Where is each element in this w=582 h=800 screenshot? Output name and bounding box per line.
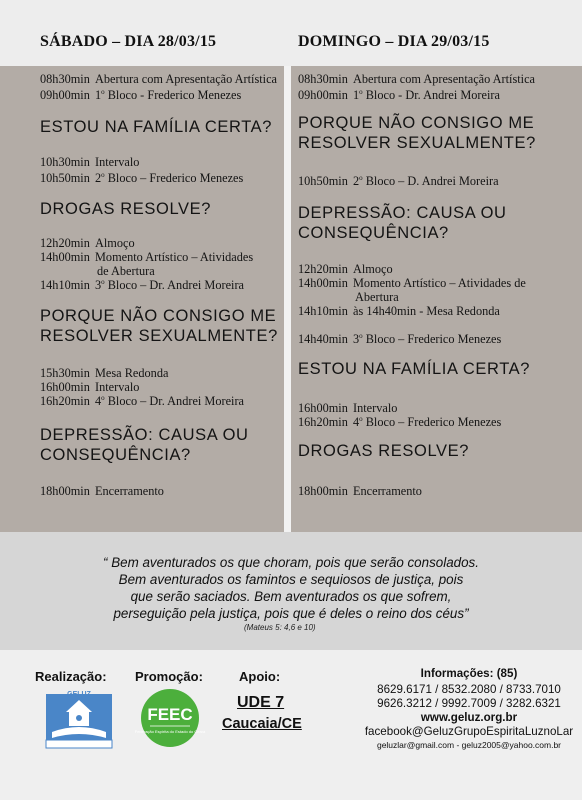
- schedule-time: 10h30min: [40, 155, 90, 169]
- schedule-description: Encerramento: [95, 484, 164, 498]
- schedule-description: Bloco - Dr. Andrei Moreira: [365, 88, 500, 102]
- schedule-item: 14h10min 3$^o$ Bloco – Dr. Andrei Moreira: [40, 278, 244, 292]
- promocao-label: Promoção:: [135, 669, 203, 684]
- schedule-time: 18h00min: [298, 484, 348, 498]
- info-emails[interactable]: geluzlar@gmail.com - geluz2005@yahoo.com.br: [376, 740, 562, 750]
- schedule-time: 14h00min: [40, 250, 90, 264]
- footer: [0, 650, 582, 800]
- info-website[interactable]: www.geluz.org.br: [420, 711, 518, 724]
- schedule-description: Almoço: [353, 262, 393, 276]
- schedule-time: 10h50min: [40, 171, 90, 185]
- sunday-title: DOMINGO – DIA 29/03/15: [298, 33, 490, 50]
- schedule-item: [355, 290, 399, 304]
- schedule-time: 09h00min: [298, 88, 348, 102]
- saturday-title: SÁBADO – DIA 28/03/15: [40, 33, 217, 50]
- schedule-item: [298, 484, 422, 498]
- session-heading: RESOLVER SEXUALMENTE?: [298, 134, 536, 152]
- info-phones-2: 9626.3212 / 9992.7009 / 3282.6321: [377, 697, 561, 710]
- schedule-description: Momento Artístico – Atividades de: [353, 276, 526, 290]
- schedule-time: 15h30min: [40, 366, 90, 380]
- schedule-description: Almoço: [95, 236, 135, 250]
- schedule-description: Mesa Redonda: [95, 366, 169, 380]
- schedule-description: Abertura com Apresentação Artística: [95, 72, 277, 86]
- quote-reference: (Mateus 5: 4,6 e 10): [244, 623, 316, 632]
- schedule-description: Momento Artístico – Atividades: [95, 250, 254, 264]
- schedule-item: 16h20min 4$^o$ Bloco – Frederico Menezes: [298, 415, 502, 429]
- session-heading: DEPRESSÃO: CAUSA OU: [40, 426, 249, 444]
- schedule-time: 16h00min: [40, 380, 90, 394]
- apoio-label: Apoio:: [239, 669, 281, 684]
- session-heading: DROGAS RESOLVE?: [40, 200, 211, 218]
- schedule-item: [40, 155, 139, 169]
- svg-text:GELUZ: GELUZ: [67, 691, 91, 698]
- info-title: Informações: (85): [420, 667, 518, 680]
- schedule-item: [298, 72, 535, 86]
- schedule-item: [40, 236, 135, 250]
- schedule-item: 14h40min 3$^o$ Bloco – Frederico Menezes: [298, 332, 502, 346]
- schedule-description: Bloco – Dr. Andrei Moreira: [107, 394, 244, 408]
- session-heading: PORQUE NÃO CONSIGO ME: [40, 307, 277, 325]
- session-heading: RESOLVER SEXUALMENTE?: [40, 327, 278, 345]
- schedule-item: [298, 276, 526, 290]
- schedule-description: Intervalo: [95, 380, 140, 394]
- schedule-description: Bloco - Frederico Menezes: [107, 88, 242, 102]
- schedule-time: 08h30min: [40, 72, 90, 86]
- realizacao-label: Realização:: [35, 669, 107, 684]
- schedule-item: 09h00min 1$^o$ Bloco - Dr. Andrei Moreira: [298, 88, 500, 102]
- schedule-time: 14h40min: [298, 332, 348, 346]
- schedule-description: de Abertura: [97, 264, 155, 278]
- schedule-time: 16h20min: [298, 415, 348, 429]
- schedule-item: [298, 304, 500, 318]
- schedule-description: Encerramento: [353, 484, 422, 498]
- quote-line: perseguição pela justiça, pois que é deles o reino dos céus”: [113, 606, 469, 621]
- schedule-description: às 14h40min - Mesa Redonda: [353, 304, 500, 318]
- session-heading: CONSEQUÊNCIA?: [298, 224, 449, 242]
- schedule-time: 16h00min: [298, 401, 348, 415]
- schedule-time: 14h10min: [298, 304, 348, 318]
- schedule-item: [298, 262, 393, 276]
- session-heading: DROGAS RESOLVE?: [298, 442, 469, 460]
- schedule-time: 08h30min: [298, 72, 348, 86]
- info-phones-1: 8629.6171 / 8532.2080 / 8733.7010: [377, 683, 561, 696]
- schedule-item: [40, 380, 139, 394]
- schedule-time: 14h00min: [298, 276, 348, 290]
- quote-line: que serão saciados. Bem aventurados os que sofrem,: [130, 589, 452, 604]
- apoio-ude: UDE 7: [237, 694, 285, 711]
- schedule-item: [40, 366, 168, 380]
- session-heading: PORQUE NÃO CONSIGO ME: [298, 114, 535, 132]
- quote-line: Bem aventurados os famintos e sequiosos de justiça, pois: [118, 572, 464, 587]
- quote-band: [0, 532, 582, 650]
- schedule-item: 09h00min 1$^o$ Bloco - Frederico Menezes: [40, 88, 242, 102]
- schedule-time: 14h10min: [40, 278, 90, 292]
- schedule-time: 10h50min: [298, 174, 348, 188]
- schedule-item: 16h20min 4$^o$ Bloco – Dr. Andrei Moreira: [40, 394, 244, 408]
- schedule-time: 16h20min: [40, 394, 90, 408]
- svg-text:Federação Espírita do Estado d: Federação Espírita do Estado do Ceará: [134, 729, 206, 734]
- session-heading: ESTOU NA FAMÍLIA CERTA?: [40, 118, 273, 136]
- svg-text:FEEC: FEEC: [147, 705, 193, 724]
- column-divider: [284, 66, 291, 532]
- session-heading: CONSEQUÊNCIA?: [40, 446, 191, 464]
- schedule-item: 10h50min 2$^o$ Bloco – Frederico Menezes: [40, 171, 244, 185]
- schedule-description: Abertura: [355, 290, 399, 304]
- schedule-description: Intervalo: [353, 401, 398, 415]
- session-heading: DEPRESSÃO: CAUSA OU: [298, 204, 507, 222]
- schedule-item: [40, 484, 164, 498]
- schedule-description: Intervalo: [95, 155, 140, 169]
- geluz-logo: [44, 688, 114, 750]
- info-facebook[interactable]: facebook@GeluzGrupoEspiritaLuznoLar: [364, 725, 574, 738]
- apoio-city: Caucaia/CE: [222, 716, 302, 732]
- schedule-item: [298, 401, 397, 415]
- schedule-description: Bloco – Frederico Menezes: [365, 332, 502, 346]
- schedule-description: Bloco – Frederico Menezes: [365, 415, 502, 429]
- schedule-description: Abertura com Apresentação Artística: [353, 72, 535, 86]
- schedule-time: 12h20min: [40, 236, 90, 250]
- schedule-description: Bloco – D. Andrei Moreira: [365, 174, 499, 188]
- schedule-time: 09h00min: [40, 88, 90, 102]
- schedule-time: 18h00min: [40, 484, 90, 498]
- schedule-description: Bloco – Dr. Andrei Moreira: [107, 278, 244, 292]
- schedule-time: 12h20min: [298, 262, 348, 276]
- schedule-item: [97, 264, 155, 278]
- session-heading: ESTOU NA FAMÍLIA CERTA?: [298, 360, 531, 378]
- schedule-description: Bloco – Frederico Menezes: [107, 171, 244, 185]
- schedule-item: [40, 250, 253, 264]
- schedule-item: 10h50min 2$^o$ Bloco – D. Andrei Moreira: [298, 174, 499, 188]
- schedule-item: [40, 72, 277, 86]
- feec-logo: [134, 688, 206, 750]
- quote-line: “ Bem aventurados os que choram, pois que serão consolados.: [103, 555, 479, 570]
